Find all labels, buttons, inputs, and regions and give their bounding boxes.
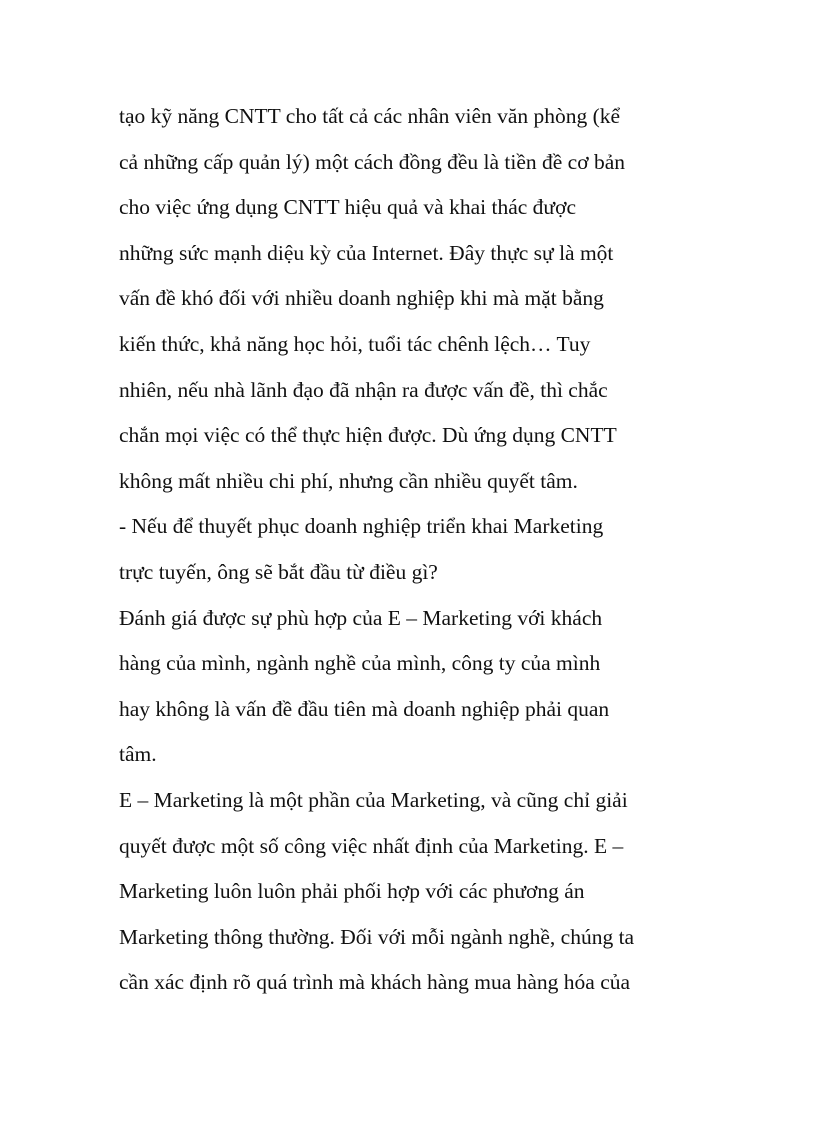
text-line: vấn đề khó đối với nhiều doanh nghiệp khi mà mặt bằng: [119, 286, 604, 311]
text-line: - Nếu để thuyết phục doanh nghiệp triển khai Marketing: [119, 514, 604, 539]
paragraph-4: [119, 778, 719, 1006]
paragraph-1: [119, 94, 719, 504]
text-line: không mất nhiều chi phí, nhưng cần nhiều quyết tâm.: [119, 468, 578, 493]
body-text: [119, 94, 719, 1006]
text-line: hay không là vấn đề đầu tiên mà doanh nghiệp phải quan: [119, 696, 610, 721]
text-line: Đánh giá được sự phù hợp của E – Marketing với khách: [119, 605, 603, 630]
text-line: nhiên, nếu nhà lãnh đạo đã nhận ra được vấn đề, thì chắc: [119, 377, 608, 402]
text-line: tạo kỹ năng CNTT cho tất cả các nhân viên văn phòng (kể: [119, 104, 621, 128]
text-line: cần xác định rõ quá trình mà khách hàng mua hàng hóa của: [119, 970, 631, 995]
paragraph-3: [119, 596, 719, 778]
text-line: Marketing luôn luôn phải phối hợp với các phương án: [119, 879, 585, 904]
text-line: hàng của mình, ngành nghề của mình, công ty của mình: [119, 651, 601, 676]
text-line: tâm.: [119, 742, 157, 767]
text-line: Marketing thông thường. Đối với mỗi ngành nghề, chúng ta: [119, 924, 635, 949]
text-line: quyết được một số công việc nhất định của Marketing. E –: [119, 833, 624, 858]
text-line: kiến thức, khả năng học hỏi, tuổi tác chênh lệch… Tuy: [119, 331, 591, 356]
text-line: cả những cấp quản lý) một cách đồng đều là tiền đề cơ bản: [119, 149, 625, 174]
text-line: chắn mọi việc có thể thực hiện được. Dù ứng dụng CNTT: [119, 423, 617, 448]
text-line: trực tuyến, ông sẽ bắt đầu từ điều gì?: [119, 559, 438, 584]
text-line: E – Marketing là một phần của Marketing, và cũng chỉ giải: [119, 787, 628, 812]
paragraph-2-question: [119, 504, 719, 595]
text-line: những sức mạnh diệu kỳ của Internet. Đây thực sự là một: [119, 240, 614, 265]
text-line: cho việc ứng dụng CNTT hiệu quả và khai thác được: [119, 195, 576, 220]
